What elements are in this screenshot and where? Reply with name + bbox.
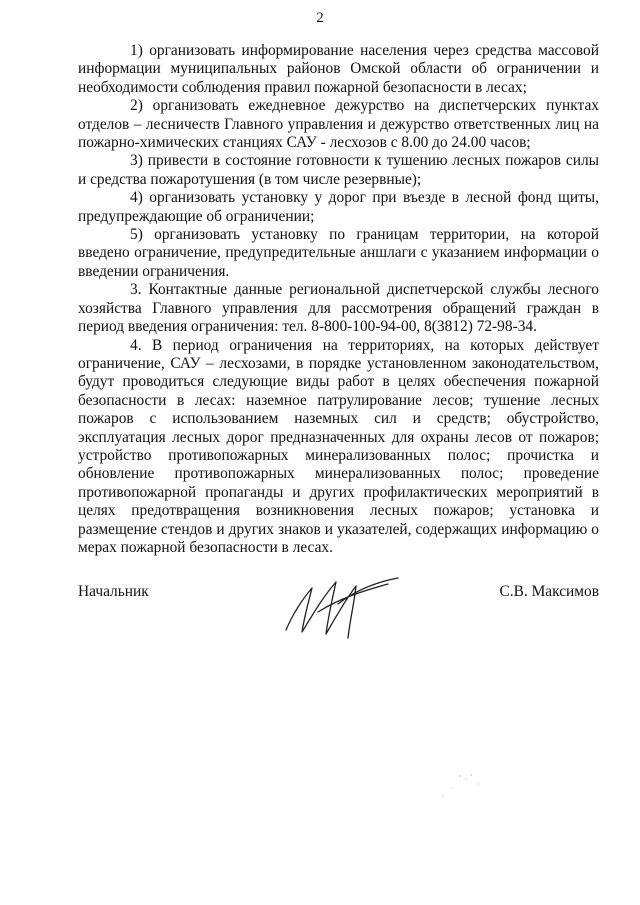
signer-name: С.В. Максимов (499, 583, 599, 600)
scan-specks (440, 770, 500, 810)
paragraph-item-5: 5) организовать установку по границам территории, на которой введено ограничение, предупредительные аншлаги с указанием информации о введении ограничения. (78, 226, 599, 280)
paragraph-contacts: 3. Контактные данные региональной диспетчерской службы лесного хозяйства Главного управления для рассмотрения обращений граждан в период введения ограничения: тел. 8-800-100-94-00, 8(3812) 72-98-34. (78, 281, 599, 336)
handwritten-signature (278, 568, 408, 648)
paragraph-item-3: 3) привести в состояние готовности к тушению лесных пожаров силы и средства пожаротушения (в том числе резервные); (78, 152, 599, 188)
paragraph-item-2: 2) организовать ежедневное дежурство на диспетчерских пунктах отделов – лесничеств Главного управления и дежурство ответственных лиц на пожарно-химических станциях САУ - лесхозов с 8.00 до 24.00 часов; (78, 97, 599, 152)
signer-position: Начальник (78, 583, 149, 600)
page-number: 2 (316, 10, 324, 26)
paragraph-item-4: 4) организовать установку у дорог при въезде в лесной фонд щиты, предупреждающие об ограничении; (78, 189, 599, 225)
document-body (78, 42, 599, 557)
signature-block (78, 583, 599, 663)
paragraph-works: 4. В период ограничения на территориях, на которых действует ограничение, САУ – лесхозами, в порядке установленном законодательством, будут проводиться следующие виды работ в целях обеспечения пожарной безопасности в лесах: наземное патрулирование лесов; тушение лесных пожаров с использованием наземных сил и средств; обустройство, эксплуатация лесных дорог предназначенных для охраны лесов от пожаров; устройство противопожарных минерализованных полос; прочистка и обновление противопожарных минерализованных полос; проведение противопожарной пропаганды и других профилактических мероприятий в целях предотвращения возникновения лесных пожаров; установка и размещение стендов и других знаков и указателей, содержащих информацию о мерах пожарной безопасности в лесах. (78, 336, 599, 556)
paragraph-item-1: 1) организовать информирование населения через средства массовой информации муниципальных районов Омской области об ограничении и необходимости соблюдения правил пожарной безопасности в лесах; (78, 42, 599, 96)
